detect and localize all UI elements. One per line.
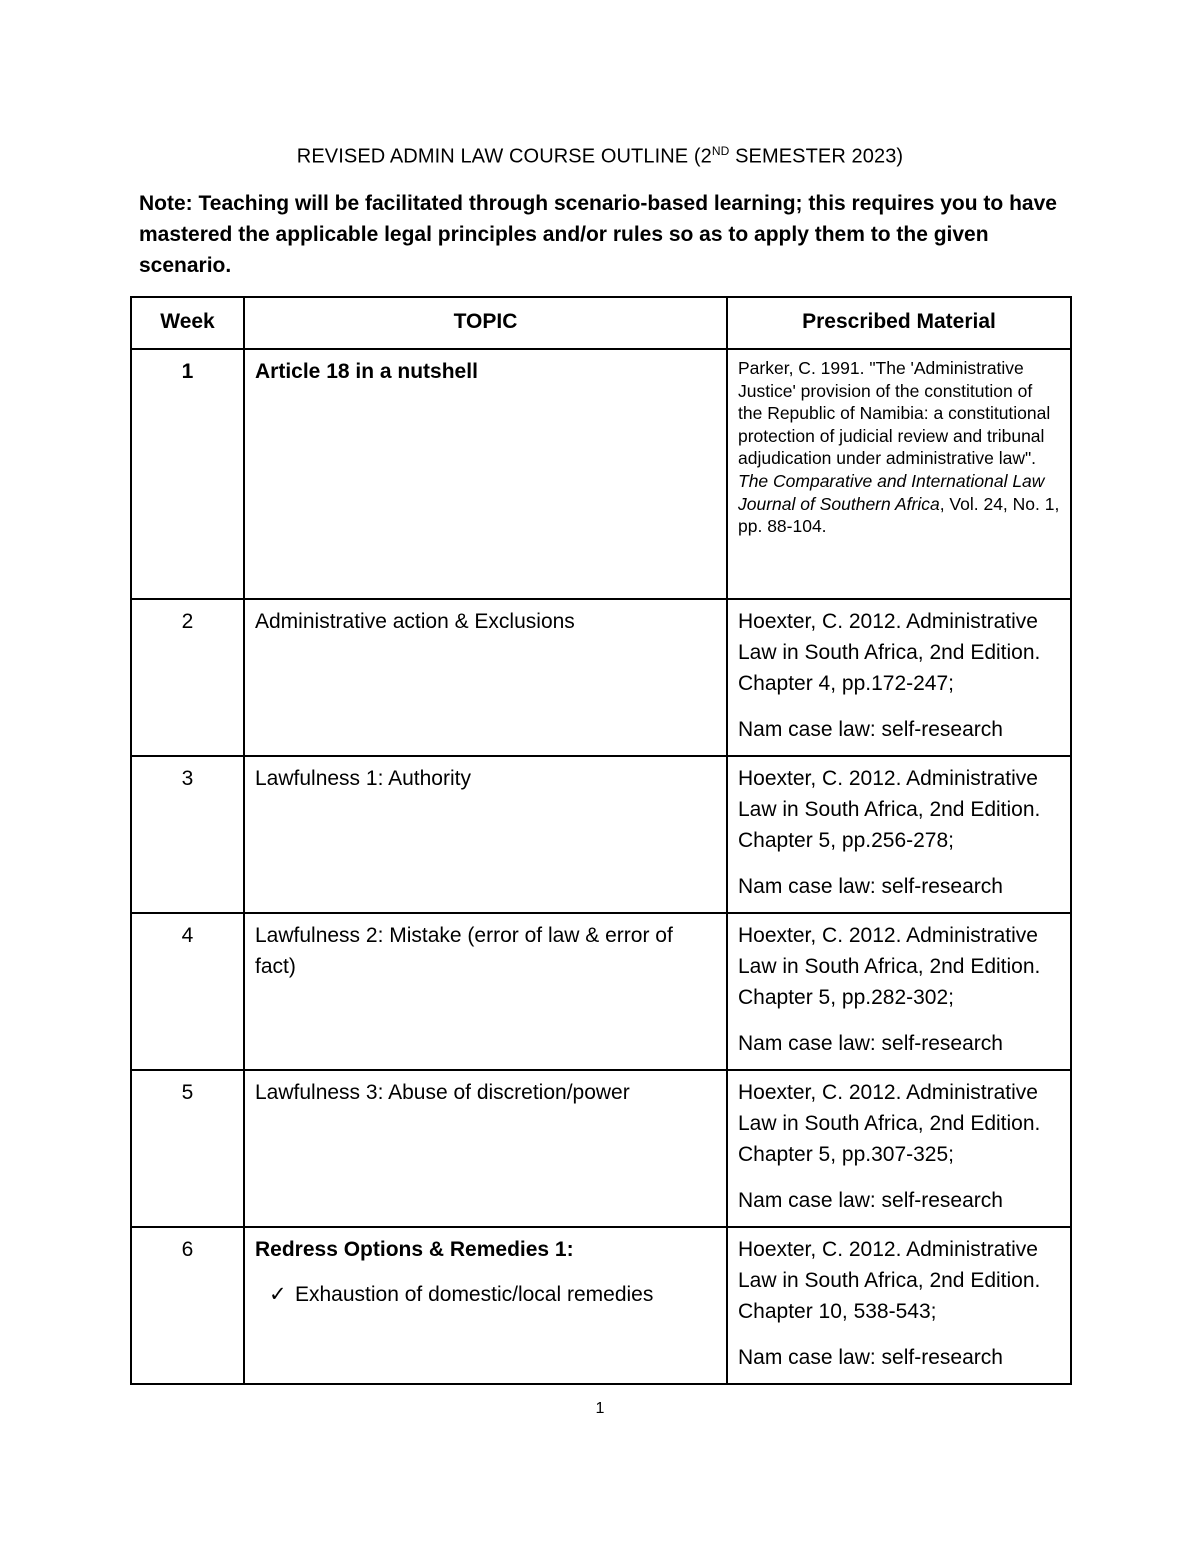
material-text: Hoexter, C. 2012. Administrative Law in South Africa, 2nd Edition. Chapter 4, pp.172-247; [738,610,1041,695]
material-text: Hoexter, C. 2012. Administrative Law in South Africa, 2nd Edition. Chapter 5, pp.282-302; [738,924,1041,1009]
week-number: 3 [131,756,244,913]
table-row [131,349,1071,599]
checklist-item-text: Exhaustion of domestic/local remedies [295,1283,654,1306]
week-number: 5 [131,1070,244,1227]
week-number: 4 [131,913,244,1070]
material-cell [727,756,1071,913]
table-row [131,1070,1071,1227]
material-citation [738,357,1060,538]
header-material: Prescribed Material [727,297,1071,349]
table-header-row [131,297,1071,349]
case-law-text: Nam case law: self-research [738,875,1003,898]
material-text: Hoexter, C. 2012. Administrative Law in South Africa, 2nd Edition. Chapter 5, pp.307-325; [738,1081,1041,1166]
course-outline-table [130,296,1072,1385]
title-prefix: REVISED ADMIN LAW COURSE OUTLINE (2 [296,145,712,168]
topic-cell: Lawfulness 3: Abuse of discretion/power [244,1070,727,1227]
material-cell [727,599,1071,756]
teaching-note: Note: Teaching will be facilitated through scenario-based learning; this requires you to have mastered the applicable legal principles and/or rules so as to apply them to the given scenario. [139,192,1057,277]
material-text: Hoexter, C. 2012. Administrative Law in South Africa, 2nd Edition. Chapter 10, 538-543; [738,1238,1041,1323]
table-row [131,1227,1071,1384]
header-week: Week [131,297,244,349]
case-law-text: Nam case law: self-research [738,1346,1003,1369]
material-cell [727,349,1071,599]
case-law-text: Nam case law: self-research [738,1032,1003,1055]
case-law-text: Nam case law: self-research [738,718,1003,741]
topic-cell: Lawfulness 2: Mistake (error of law & error of fact) [244,913,727,1070]
title-suffix: SEMESTER 2023) [729,145,904,168]
header-topic: TOPIC [244,297,727,349]
page-title [0,144,1200,169]
case-law-text: Nam case law: self-research [738,1189,1003,1212]
topic-cell: Administrative action & Exclusions [244,599,727,756]
topic-checklist-item [255,1279,716,1310]
week-number [131,349,244,599]
material-cell [727,913,1071,1070]
week-number: 6 [131,1227,244,1384]
checkmark-icon: ✓ [269,1283,287,1306]
topic-text: Article 18 in a nutshell [255,360,478,383]
page-number: 1 [595,1400,605,1417]
topic-cell [244,349,727,599]
table-row [131,599,1071,756]
citation-journal: The Comparative and International Law Journal of Southern Africa [738,470,1045,514]
table-row [131,913,1071,1070]
title-superscript: ND [711,144,730,158]
table-row [131,756,1071,913]
material-cell [727,1227,1071,1384]
topic-text: Redress Options & Remedies 1: [255,1238,574,1261]
week-number: 2 [131,599,244,756]
topic-cell [244,1227,727,1384]
material-text: Hoexter, C. 2012. Administrative Law in South Africa, 2nd Edition. Chapter 5, pp.256-278; [738,767,1041,852]
material-cell [727,1070,1071,1227]
citation-part2: , Vol. 24, No. 1, pp. 88-104. [738,493,1060,537]
citation-part1: Parker, C. 1991. "The 'Administrative Justice' provision of the constitution of the Republic of Namibia: a constitutional protection of judicial review and tribunal adjudication under administrative law". [738,358,1051,469]
topic-cell: Lawfulness 1: Authority [244,756,727,913]
week-value: 1 [181,360,194,383]
